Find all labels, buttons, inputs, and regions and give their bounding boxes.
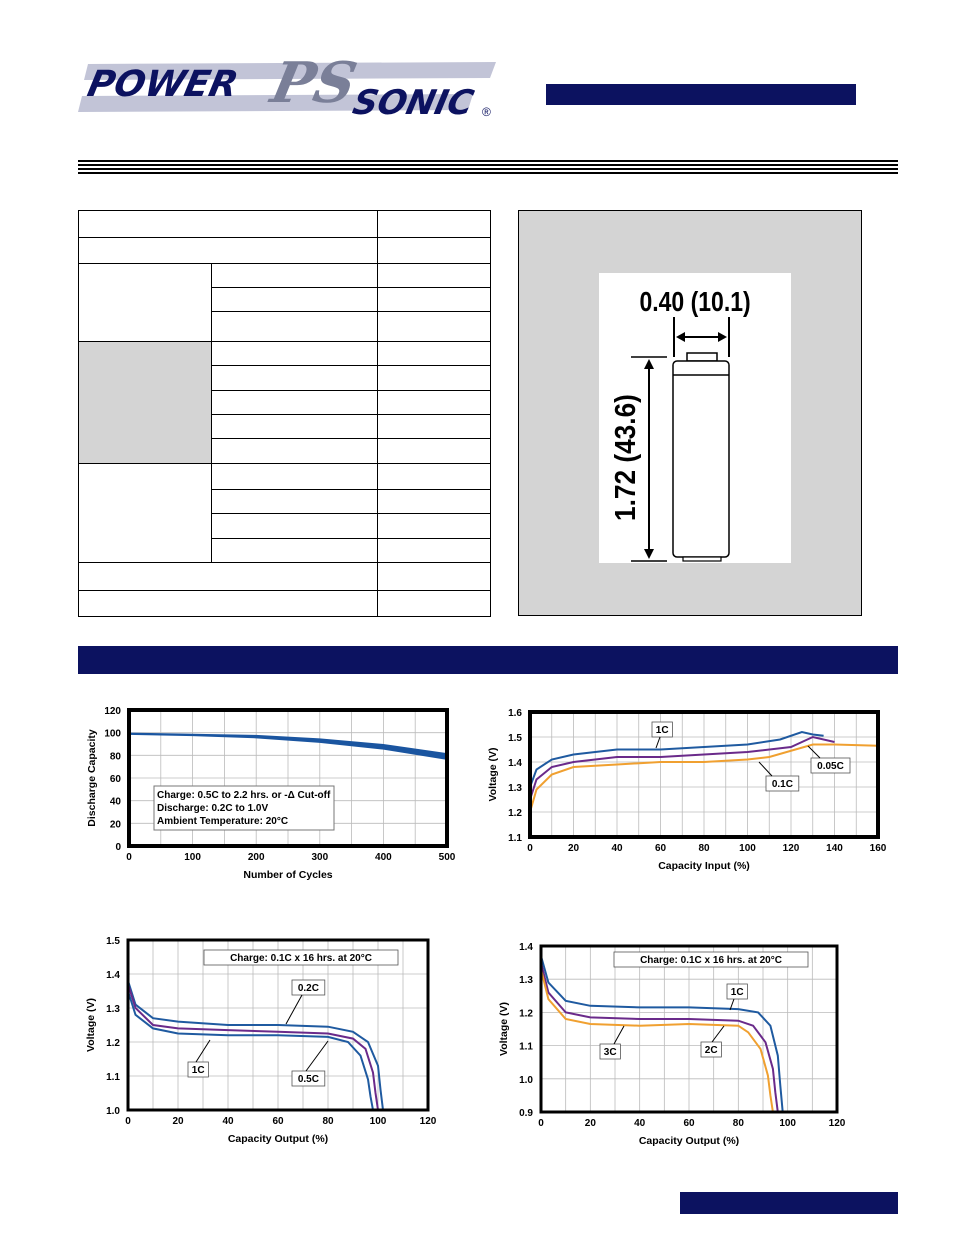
spec-cell (378, 463, 491, 489)
spec-cell (378, 366, 491, 390)
charge-conditions-label-text: Charge: 0.1C x 16 hrs. at 20°C (230, 953, 372, 964)
y-tick-label: 1.3 (508, 783, 522, 794)
series-label-0.05C-text: 0.05C (817, 761, 844, 772)
y-tick-label: 1.2 (519, 1008, 533, 1020)
x-tick-label: 120 (828, 1118, 846, 1129)
power-sonic-logo (78, 58, 498, 120)
spec-cell (212, 312, 378, 341)
logo-text-power: POWER (84, 62, 243, 105)
y-tick-label: 1.4 (519, 942, 533, 953)
y-tick-label: 1.4 (106, 970, 120, 981)
y-axis-label: Voltage (V) (487, 747, 499, 802)
height-dimension-label: 1.72 (43.6) (608, 394, 642, 521)
y-axis-label: Discharge Capacity (86, 729, 98, 827)
y-tick-label: 1.0 (106, 1106, 120, 1117)
y-tick-label: 1.2 (106, 1038, 120, 1049)
y-axis-label: Voltage (V) (498, 1001, 510, 1057)
footer-bar (680, 1192, 898, 1214)
test-conditions-annotation (154, 786, 334, 830)
x-tick-label: 40 (222, 1116, 234, 1127)
spec-cell (378, 538, 491, 562)
spec-cell (378, 439, 491, 463)
spec-cell (378, 341, 491, 365)
x-tick-label: 120 (782, 843, 800, 854)
spec-cell (378, 238, 491, 263)
charge-characteristics-chart (484, 700, 894, 886)
x-tick-label: 80 (698, 843, 710, 854)
series-label-2C-text: 2C (704, 1045, 718, 1056)
registered-mark: ® (482, 105, 491, 119)
spec-cell (212, 463, 378, 489)
x-axis-label: Number of Cycles (243, 869, 333, 881)
y-tick-label: 40 (109, 796, 121, 808)
series-label-0.05C (811, 758, 850, 773)
section-header-bar (78, 646, 898, 674)
spec-cell (378, 490, 491, 514)
x-tick-label: 60 (272, 1116, 284, 1127)
spec-cell (378, 263, 491, 287)
y-tick-label: 20 (109, 819, 121, 831)
spec-cell (79, 563, 378, 590)
y-tick-label: 1.3 (519, 975, 533, 987)
y-tick-label: 0 (115, 842, 121, 853)
spec-cell (212, 439, 378, 463)
x-tick-label: 200 (247, 852, 265, 863)
x-tick-label: 140 (826, 843, 843, 854)
spec-cell (79, 590, 378, 616)
x-tick-label: 400 (375, 852, 392, 863)
header-rule (78, 160, 898, 176)
x-tick-label: 120 (419, 1116, 437, 1127)
x-tick-label: 80 (732, 1118, 744, 1129)
cycle-life-chart (80, 700, 472, 886)
spec-cell (378, 590, 491, 616)
x-axis-label: Capacity Output (%) (638, 1135, 740, 1147)
x-tick-label: 100 (739, 843, 756, 854)
y-tick-label: 1.3 (106, 1004, 120, 1015)
spec-cell (79, 211, 378, 238)
series-label-3C (600, 1044, 620, 1059)
series-label-1C-text: 1C (655, 725, 669, 736)
charge-conditions-label-text: Charge: 0.1C x 16 hrs. at 20°C (640, 955, 782, 966)
spec-cell (212, 288, 378, 312)
x-tick-label: 0 (125, 1116, 131, 1127)
x-tick-label: 0 (538, 1118, 544, 1129)
y-tick-label: 1.4 (508, 758, 522, 769)
spec-group-cell (79, 263, 212, 341)
spec-cell (212, 538, 378, 562)
annotation-line: Discharge: 0.2C to 1.0V (157, 803, 269, 814)
x-tick-label: 60 (654, 843, 667, 854)
series-label-1C (652, 722, 672, 737)
x-tick-label: 100 (779, 1118, 797, 1129)
annotation-line: Charge: 0.5C to 2.2 hrs. or -Δ Cut-off (157, 790, 331, 801)
spec-cell (212, 341, 378, 365)
y-tick-label: 1.2 (508, 808, 522, 819)
spec-cell (378, 514, 491, 538)
x-tick-label: 300 (311, 852, 329, 863)
width-dimension-label: 0.40 (10.1) (639, 287, 751, 318)
x-axis-label: Capacity Output (%) (227, 1133, 329, 1145)
spec-cell (212, 390, 378, 414)
spec-cell (212, 263, 378, 287)
series-label-0.1C-text: 0.1C (771, 779, 793, 790)
x-tick-label: 20 (567, 843, 580, 854)
series-label-1C (727, 984, 747, 999)
x-tick-label: 0 (126, 852, 132, 863)
y-tick-label: 1.1 (508, 833, 522, 844)
charge-conditions-label (614, 952, 808, 967)
y-tick-label: 1.5 (508, 733, 522, 744)
series-label-1C-text: 1C (730, 987, 744, 998)
header-bar (546, 84, 856, 105)
series-label-1C (188, 1062, 208, 1077)
spec-cell (212, 414, 378, 438)
spec-cell (378, 390, 491, 414)
y-tick-label: 1.5 (106, 936, 120, 947)
y-tick-label: 0.9 (519, 1108, 533, 1119)
series-label-0.2C-text: 0.2C (297, 983, 319, 994)
spec-cell (79, 238, 378, 263)
x-tick-label: 40 (634, 1118, 646, 1129)
x-axis-label: Capacity Input (%) (658, 860, 750, 872)
spec-cell (378, 288, 491, 312)
high-rate-discharge-chart (494, 934, 872, 1150)
spec-cell (212, 366, 378, 390)
x-tick-label: 100 (184, 852, 201, 863)
logo-mark: PS (265, 58, 363, 116)
y-tick-label: 1.0 (519, 1074, 533, 1086)
y-axis-label: Voltage (V) (85, 997, 97, 1053)
y-tick-label: 100 (104, 728, 121, 740)
x-tick-label: 40 (611, 843, 623, 854)
spec-group-cell (79, 463, 212, 562)
series-label-0.2C (292, 980, 325, 995)
spec-table (78, 210, 491, 617)
series-label-0.1C (766, 776, 799, 791)
y-tick-label: 60 (109, 774, 121, 785)
x-tick-label: 20 (172, 1116, 184, 1127)
spec-cell (378, 563, 491, 590)
y-tick-label: 120 (104, 706, 121, 717)
x-tick-label: 100 (369, 1116, 387, 1127)
y-tick-label: 80 (109, 751, 121, 763)
y-tick-label: 1.1 (519, 1041, 533, 1053)
series-label-0.5C-text: 0.5C (297, 1074, 319, 1085)
series-label-0.5C (292, 1071, 325, 1086)
spec-cell (378, 211, 491, 238)
x-tick-label: 80 (322, 1116, 334, 1127)
logo-text-sonic: SONIC (349, 83, 478, 120)
spec-cell (378, 414, 491, 438)
x-tick-label: 500 (438, 852, 456, 863)
spec-cell (212, 514, 378, 538)
spec-cell (212, 490, 378, 514)
x-tick-label: 20 (584, 1118, 596, 1129)
y-tick-label: 1.1 (106, 1072, 120, 1083)
y-tick-label: 1.6 (508, 708, 522, 719)
series-label-2C (701, 1042, 721, 1057)
battery-dimension-drawing (599, 273, 791, 563)
annotation-line: Ambient Temperature: 20°C (157, 816, 289, 827)
x-tick-label: 60 (683, 1118, 695, 1129)
spec-group-cell-shaded (79, 341, 212, 463)
charge-conditions-label (204, 950, 398, 965)
series-label-1C-text: 1C (191, 1065, 205, 1076)
x-tick-label: 160 (869, 843, 887, 854)
x-tick-label: 0 (527, 843, 533, 854)
spec-cell (378, 312, 491, 341)
dimension-panel (518, 210, 862, 616)
series-label-3C-text: 3C (603, 1047, 617, 1058)
discharge-characteristics-chart (78, 928, 458, 1150)
